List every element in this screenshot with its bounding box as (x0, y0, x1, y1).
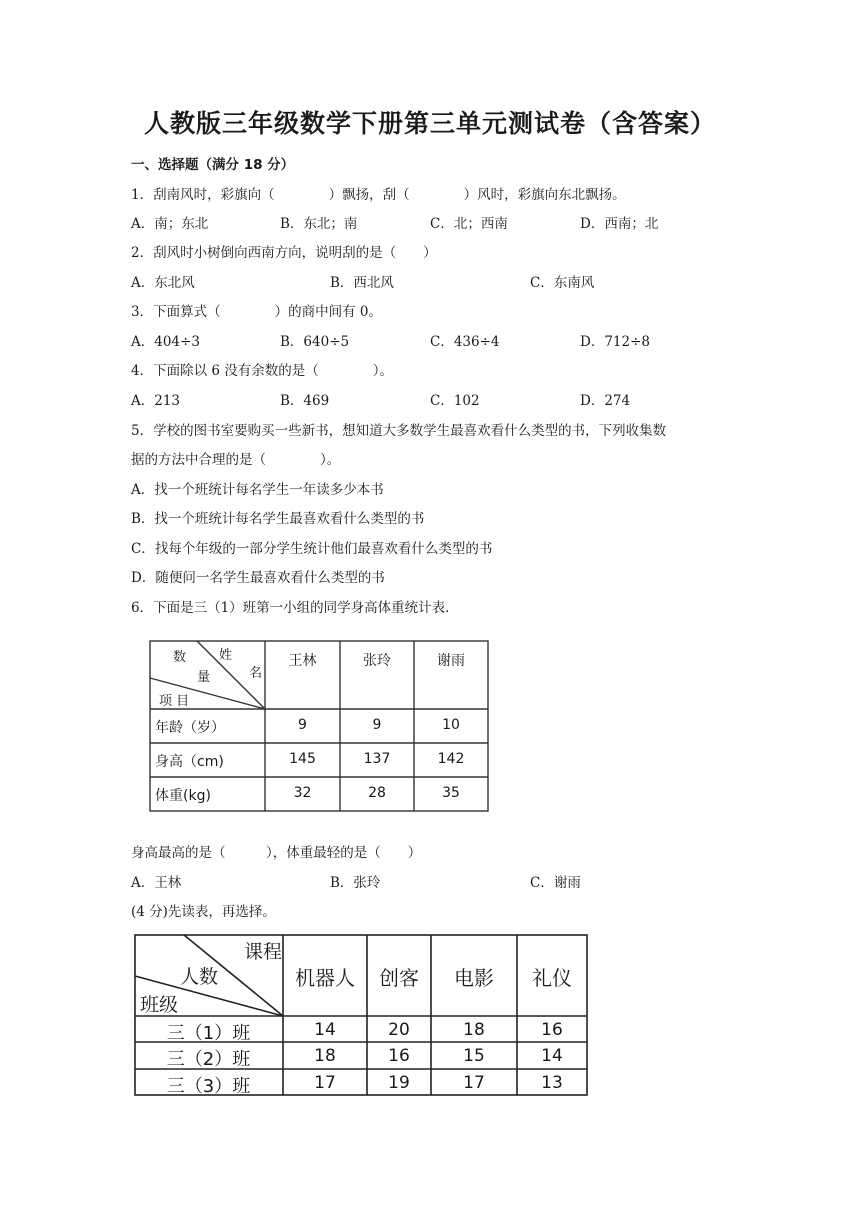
table-cell: 9 (372, 717, 382, 733)
q2-option-a[interactable]: A．东北风 (131, 275, 195, 291)
question-2: 2．刮风时小树倒向西南方向，说明刮的是（ ） (131, 245, 437, 261)
corner-label-item: 项 目 (159, 694, 190, 709)
q5-option-d[interactable]: D．随便问一名学生最喜欢看什么类型的书 (131, 570, 385, 586)
table-cell: 14 (314, 1020, 336, 1040)
table-cell: 15 (463, 1046, 485, 1066)
row-label: 三（2）班 (166, 1049, 251, 1070)
table-cell: 13 (541, 1073, 563, 1093)
corner-label-people: 人数 (180, 966, 219, 988)
q1-option-b[interactable]: B．东北；南 (280, 216, 358, 232)
row-label: 体重(kg) (155, 788, 211, 804)
table-cell: 17 (314, 1073, 336, 1093)
column-header: 谢雨 (437, 653, 465, 669)
corner-label-ming: 名 (249, 666, 263, 681)
table-cell: 32 (293, 785, 312, 801)
q6-option-c[interactable]: C．谢雨 (530, 875, 581, 891)
table-cell: 137 (363, 751, 391, 767)
corner-label-xing: 姓 (219, 648, 233, 663)
question-6: 6．下面是三（1）班第一小组的同学身高体重统计表. (131, 600, 450, 616)
table-cell: 19 (388, 1073, 410, 1093)
section-heading: 一、选择题（满分 18 分） (131, 157, 295, 173)
corner-label-shu: 数 (173, 650, 187, 665)
q5-option-b[interactable]: B．找一个班统计每名学生最喜欢看什么类型的书 (131, 511, 425, 527)
q3-option-c[interactable]: C．436÷4 (430, 334, 500, 350)
table-cell: 18 (314, 1046, 336, 1066)
question-7: (4 分)先读表，再选择。 (131, 904, 276, 920)
question-6-prompt: 身高最高的是（ ），体重最轻的是（ ） (131, 845, 422, 861)
column-header: 张玲 (363, 653, 391, 669)
column-header: 创客 (379, 966, 419, 990)
question-3: 3．下面算式（ ）的商中间有 0。 (131, 304, 382, 320)
q4-option-a[interactable]: A．213 (131, 393, 181, 409)
question-5: 5．学校的图书室要购买一些新书，想知道大多数学生最喜欢看什么类型的书，下列收集数 (131, 423, 667, 439)
question-1: 1．刮南风时，彩旗向（ ）飘扬，刮（ ）风时，彩旗向东北飘扬。 (131, 187, 626, 203)
table-cell: 14 (541, 1046, 563, 1066)
course-table (134, 934, 589, 1097)
question-5-cont: 据的方法中合理的是（ ）。 (131, 452, 341, 468)
q2-option-b[interactable]: B．西北风 (330, 275, 394, 291)
table-cell: 145 (289, 751, 316, 767)
table-cell: 35 (442, 785, 460, 801)
row-label: 三（3）班 (166, 1076, 251, 1097)
table-cell: 10 (442, 717, 460, 733)
table-cell: 17 (463, 1073, 485, 1093)
q4-option-d[interactable]: D．274 (580, 393, 631, 409)
q1-option-a[interactable]: A．南；东北 (131, 216, 209, 232)
column-header: 礼仪 (532, 966, 572, 990)
q1-option-d[interactable]: D．西南；北 (580, 216, 659, 232)
q3-option-b[interactable]: B．640÷5 (280, 334, 350, 350)
corner-label-liang: 量 (197, 670, 211, 685)
q6-option-b[interactable]: B．张玲 (330, 875, 381, 891)
table-cell: 20 (388, 1020, 410, 1040)
table-cell: 16 (541, 1020, 563, 1040)
column-header: 王林 (288, 653, 317, 669)
column-header: 电影 (454, 966, 494, 990)
column-header: 机器人 (295, 966, 355, 990)
q5-option-a[interactable]: A．找一个班统计每名学生一年读多少本书 (131, 482, 384, 498)
q2-option-c[interactable]: C．东南风 (530, 275, 595, 291)
q4-option-c[interactable]: C．102 (430, 393, 480, 409)
table-cell: 142 (437, 751, 465, 767)
corner-label-class: 班级 (140, 994, 179, 1016)
page-title: 人教版三年级数学下册第三单元测试卷（含答案） (143, 109, 716, 138)
question-4: 4．下面除以 6 没有余数的是（ ）。 (131, 363, 394, 379)
table-cell: 16 (388, 1046, 410, 1066)
row-label: 三（1）班 (166, 1023, 251, 1044)
table-cell: 9 (298, 717, 307, 733)
q3-option-d[interactable]: D．712÷8 (580, 334, 650, 350)
q3-option-a[interactable]: A．404÷3 (131, 334, 200, 350)
table-cell: 28 (368, 785, 386, 801)
stats-table (149, 640, 489, 812)
row-label: 年龄（岁） (155, 720, 225, 736)
corner-label-course: 课程 (244, 941, 283, 963)
row-label: 身高（cm) (155, 754, 224, 770)
q6-option-a[interactable]: A．王林 (131, 875, 182, 891)
q4-option-b[interactable]: B．469 (280, 393, 330, 409)
q5-option-c[interactable]: C．找每个年级的一部分学生统计他们最喜欢看什么类型的书 (131, 541, 493, 557)
table-cell: 18 (463, 1020, 485, 1040)
q1-option-c[interactable]: C．北；西南 (430, 216, 508, 232)
